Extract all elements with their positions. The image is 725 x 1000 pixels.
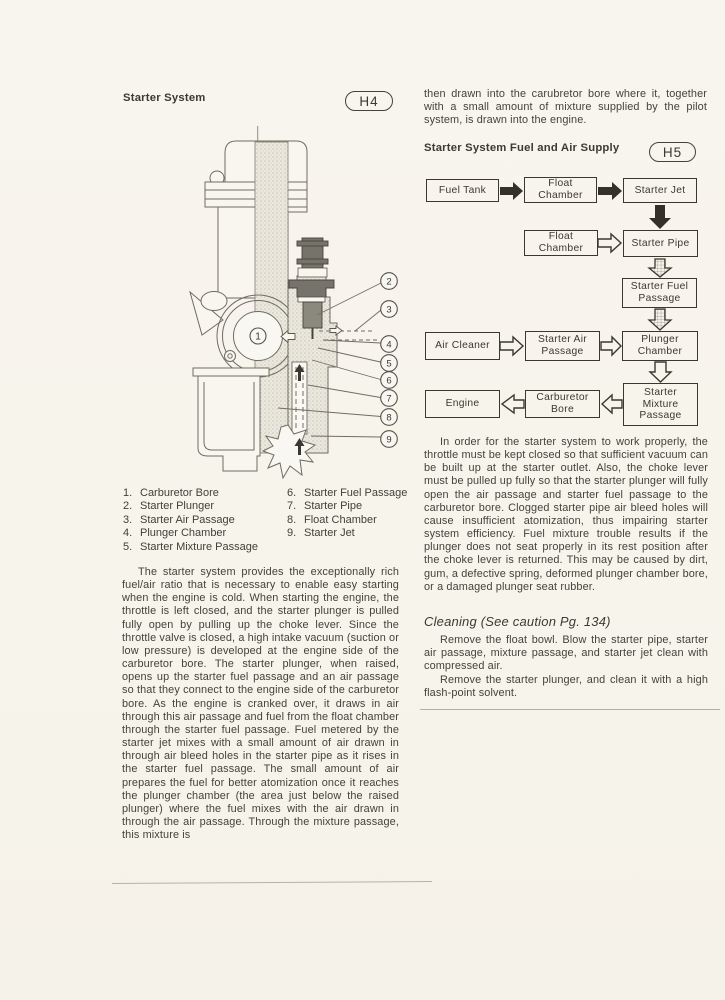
scan-artifact-line — [112, 881, 432, 884]
cleaning-paragraph-2: Remove the starter plunger, and clean it with a high flash-point solvent. — [424, 674, 708, 700]
float-bowl-outline — [198, 376, 260, 471]
callout-8-number: 8 — [386, 412, 392, 424]
left-heading: Starter System — [123, 92, 206, 104]
figure-tag-h4: H4 — [345, 91, 393, 111]
callout-7-number: 7 — [386, 393, 392, 405]
right-heading: Starter System Fuel and Air Supply — [424, 142, 620, 154]
flow-box-engine: Engine — [425, 390, 500, 418]
flow-box-float-chamber-mid: Float Chamber — [524, 230, 598, 256]
callout-4-number: 4 — [386, 339, 392, 351]
flow-box-starter-air-passage: Starter Air Passage — [525, 331, 600, 361]
callout-1 — [250, 328, 266, 344]
callout-9-number: 9 — [386, 434, 392, 446]
legend-item: 7. Starter Pipe — [287, 500, 363, 513]
legend-column-2 — [287, 487, 407, 541]
flow-box-starter-mixture-passage: Starter Mixture Passage — [623, 383, 698, 426]
legend-item: 1. Carburetor Bore — [123, 487, 219, 499]
legend-item: 6. Starter Fuel Passage — [287, 487, 408, 499]
right-intro-paragraph: then drawn into the carubretor bore where it, together with a small amount of mixture supplied by the pilot system, is drawn into the engine. — [424, 88, 707, 127]
legend-item: 5. Starter Mixture Passage — [123, 540, 258, 553]
callout-2-number: 2 — [386, 276, 392, 288]
flow-box-float-chamber-top: Float Chamber — [524, 177, 597, 203]
callout-5-number: 5 — [386, 358, 392, 370]
callout-6-number: 6 — [386, 375, 392, 387]
legend-item: 3. Starter Air Passage — [123, 513, 235, 526]
legend-item: 4. Plunger Chamber — [123, 527, 227, 540]
carburetor-diagram — [140, 120, 430, 500]
flow-box-plunger-chamber: Plunger Chamber — [622, 331, 698, 361]
svg-text:1: 1 — [255, 331, 261, 343]
legend-item: 2. Starter Plunger — [123, 500, 214, 513]
scan-artifact-line — [420, 709, 720, 710]
right-body-paragraph: In order for the starter system to work properly, the throttle must be kept closed so that sufficient vacuum can be built up at the starter outlet. Also, the choke lever must be pulled up fully so that the starter plunger will fully open the air passage and starter fuel passage to the carburetor bore. Clogged starter pipe air bleed holes will cause insufficient atomization, thus impairing starter system efficiency. Fuel mixture trouble results if the plunger does not seat properly in its rest position after the choke lever is returned. This may be caused by dirt, gum, a defective spring, deformed plunger chamber bore, or a damaged plunger seat rubber. — [424, 436, 708, 593]
legend-column-1 — [123, 487, 258, 554]
cleaning-paragraph-1: Remove the float bowl. Blow the starter pipe, starter air passage, mixture passage, and starter jet clean with compressed air. — [424, 634, 708, 673]
fuel-air-supply-flowchart — [424, 172, 720, 434]
figure-tag-h5: H5 — [649, 142, 696, 162]
flow-box-starter-jet: Starter Jet — [623, 178, 697, 203]
callout-3-number: 3 — [386, 304, 392, 316]
left-body-paragraph: The starter system provides the exceptionally rich fuel/air ratio that is necessary to enable easy starting when the engine is cold. When starting the engine, the throttle is left closed, and the starter plunger is pulled fully open by pulling up the choke lever. Since the throttle valve is closed, a high intake vacuum (suction or low pressure) is developed at the engine side of the carburetor bore. The starter plunger, when raised, opens up the starter fuel passage and an air passage so that they connect to the engine side of the carburetor bore. As the engine is cranked over, it draws in air through this air passage and fuel from the float chamber through the starter fuel passage. Fuel metered by the starter jet mixes with a small amount of air drawn in through air bleed holes in the starter pipe as it rises in the starter fuel passage. The small amount of air prepares the fuel for better atomization once it reaches the plunger chamber (the area just below the raised plunger) where the fuel mixes with the air drawn in through the air passage. Through the mixture passage, this mixture is — [122, 566, 399, 842]
flow-box-air-cleaner: Air Cleaner — [425, 332, 500, 360]
flow-box-starter-pipe: Starter Pipe — [623, 230, 698, 257]
flow-box-starter-fuel-passage: Starter Fuel Passage — [622, 278, 697, 308]
legend-item: 8. Float Chamber — [287, 513, 377, 526]
flow-box-fuel-tank: Fuel Tank — [426, 179, 499, 202]
flow-box-carburetor-bore: Carburetor Bore — [525, 390, 600, 418]
cleaning-heading: Cleaning (See caution Pg. 134) — [424, 614, 611, 629]
legend-item: 9. Starter Jet — [287, 527, 355, 540]
